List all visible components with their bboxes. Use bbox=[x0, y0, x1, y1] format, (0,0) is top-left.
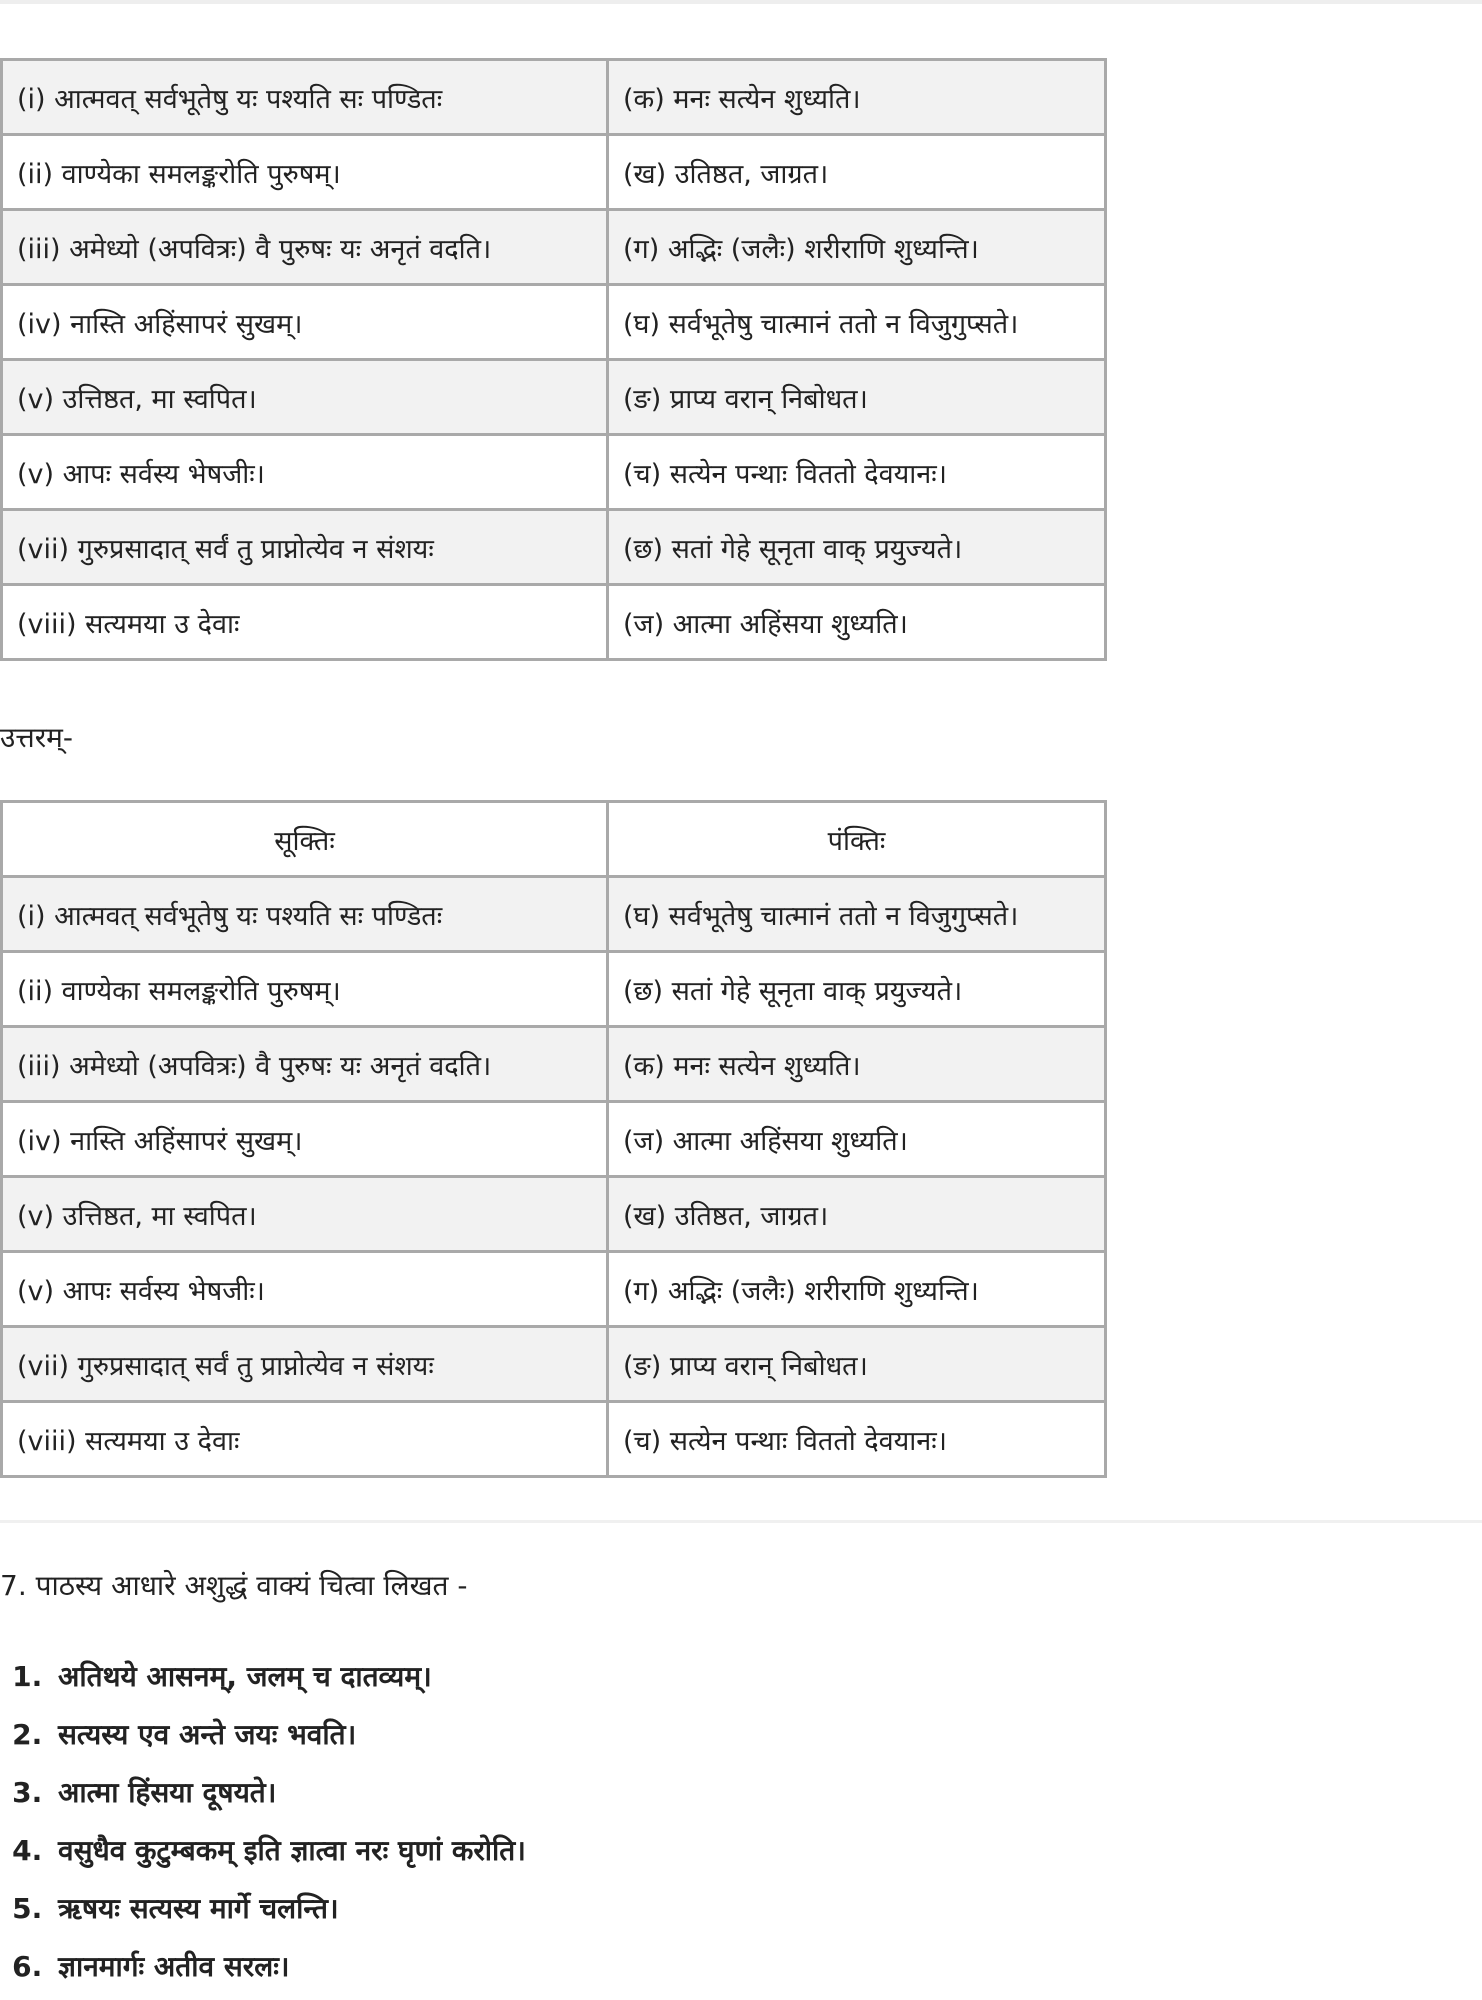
pankti-cell: (ज) आत्मा अहिंसया शुध्यति। bbox=[608, 1102, 1106, 1177]
table-row bbox=[2, 952, 1106, 1027]
sukti-cell: (v) उत्तिष्ठत, मा स्वपित। bbox=[2, 1177, 608, 1252]
list-item: 4. वसुधैव कुटुम्बकम् इति ज्ञात्वा नरः घृणां करोति। bbox=[52, 1826, 526, 1884]
question-heading: 7. पाठस्य आधारे अशुद्धं वाक्यं चित्वा लिखत - bbox=[0, 1569, 468, 1602]
sukti-cell: (iii) अमेध्यो (अपवित्रः) वै पुरुषः यः अनृतं वदति। bbox=[2, 1027, 608, 1102]
sukti-cell: (viii) सत्यमया उ देवाः bbox=[2, 585, 608, 660]
sukti-cell: (viii) सत्यमया उ देवाः bbox=[2, 1402, 608, 1477]
sukti-cell: (iv) नास्ति अहिंसापरं सुखम्। bbox=[2, 1102, 608, 1177]
sukti-cell: (v) उत्तिष्ठत, मा स्वपित। bbox=[2, 360, 608, 435]
table-row bbox=[2, 1177, 1106, 1252]
top-divider bbox=[0, 0, 1482, 4]
list-item: 2. सत्यस्य एव अन्ते जयः भवति। bbox=[52, 1710, 526, 1768]
table-row bbox=[2, 1027, 1106, 1102]
table-row bbox=[2, 585, 1106, 660]
table-row bbox=[2, 435, 1106, 510]
pankti-cell: (घ) सर्वभूतेषु चात्मानं ततो न विजुगुप्सते। bbox=[608, 877, 1106, 952]
sukti-cell: (vii) गुरुप्रसादात् सर्वं तु प्राप्नोत्येव न संशयः bbox=[2, 1327, 608, 1402]
pankti-cell: (च) सत्येन पन्थाः विततो देवयानः। bbox=[608, 435, 1106, 510]
table-row bbox=[2, 877, 1106, 952]
pankti-cell: (ख) उतिष्ठत, जाग्रत। bbox=[608, 1177, 1106, 1252]
table-row bbox=[2, 285, 1106, 360]
sukti-cell: (iv) नास्ति अहिंसापरं सुखम्। bbox=[2, 285, 608, 360]
table-row bbox=[2, 210, 1106, 285]
pankti-cell: (घ) सर्वभूतेषु चात्मानं ततो न विजुगुप्सते। bbox=[608, 285, 1106, 360]
list-item: 1. अतिथये आसनम्, जलम् च दातव्यम्। bbox=[52, 1652, 526, 1710]
sukti-cell: (i) आत्मवत् सर्वभूतेषु यः पश्यति सः पण्डितः bbox=[2, 60, 608, 135]
answer-table-header bbox=[2, 802, 1106, 877]
header-sukti: सूक्तिः bbox=[2, 802, 608, 877]
sukti-cell: (iii) अमेध्यो (अपवित्रः) वै पुरुषः यः अनृतं वदति। bbox=[2, 210, 608, 285]
table-row bbox=[2, 135, 1106, 210]
table-row bbox=[2, 1402, 1106, 1477]
table-row bbox=[2, 1102, 1106, 1177]
pankti-cell: (च) सत्येन पन्थाः विततो देवयानः। bbox=[608, 1402, 1106, 1477]
list-item: 5. ऋषयः सत्यस्य मार्गे चलन्ति। bbox=[52, 1884, 526, 1942]
answer-label: उत्तरम्- bbox=[0, 721, 73, 754]
table-row bbox=[2, 60, 1106, 135]
pankti-cell: (क) मनः सत्येन शुध्यति। bbox=[608, 1027, 1106, 1102]
sukti-cell: (v) आपः सर्वस्य भेषजीः। bbox=[2, 435, 608, 510]
sukti-cell: (ii) वाण्येका समलङ्करोति पुरुषम्। bbox=[2, 952, 608, 1027]
pankti-cell: (ङ) प्राप्य वरान् निबोधत। bbox=[608, 1327, 1106, 1402]
table-row bbox=[2, 1327, 1106, 1402]
pankti-cell: (क) मनः सत्येन शुध्यति। bbox=[608, 60, 1106, 135]
sukti-cell: (ii) वाण्येका समलङ्करोति पुरुषम्। bbox=[2, 135, 608, 210]
answer-table bbox=[0, 800, 1107, 1478]
pankti-cell: (ख) उतिष्ठत, जाग्रत। bbox=[608, 135, 1106, 210]
sukti-cell: (v) आपः सर्वस्य भेषजीः। bbox=[2, 1252, 608, 1327]
section-divider bbox=[0, 1520, 1482, 1523]
table-row bbox=[2, 510, 1106, 585]
pankti-cell: (ग) अद्भिः (जलैः) शरीराणि शुध्यन्ति। bbox=[608, 210, 1106, 285]
pankti-cell: (छ) सतां गेहे सूनृता वाक् प्रयुज्यते। bbox=[608, 510, 1106, 585]
table-row bbox=[2, 1252, 1106, 1327]
sukti-cell: (vii) गुरुप्रसादात् सर्वं तु प्राप्नोत्येव न संशयः bbox=[2, 510, 608, 585]
pankti-cell: (छ) सतां गेहे सूनृता वाक् प्रयुज्यते। bbox=[608, 952, 1106, 1027]
pankti-cell: (ग) अद्भिः (जलैः) शरीराणि शुध्यन्ति। bbox=[608, 1252, 1106, 1327]
list-item: 6. ज्ञानमार्गः अतीव सरलः। bbox=[52, 1942, 526, 2000]
pankti-cell: (ज) आत्मा अहिंसया शुध्यति। bbox=[608, 585, 1106, 660]
question-list bbox=[0, 1652, 526, 2000]
match-table bbox=[0, 58, 1107, 661]
table-row bbox=[2, 360, 1106, 435]
list-item: 3. आत्मा हिंसया दूषयते। bbox=[52, 1768, 526, 1826]
pankti-cell: (ङ) प्राप्य वरान् निबोधत। bbox=[608, 360, 1106, 435]
header-pankti: पंक्तिः bbox=[608, 802, 1106, 877]
sukti-cell: (i) आत्मवत् सर्वभूतेषु यः पश्यति सः पण्डितः bbox=[2, 877, 608, 952]
